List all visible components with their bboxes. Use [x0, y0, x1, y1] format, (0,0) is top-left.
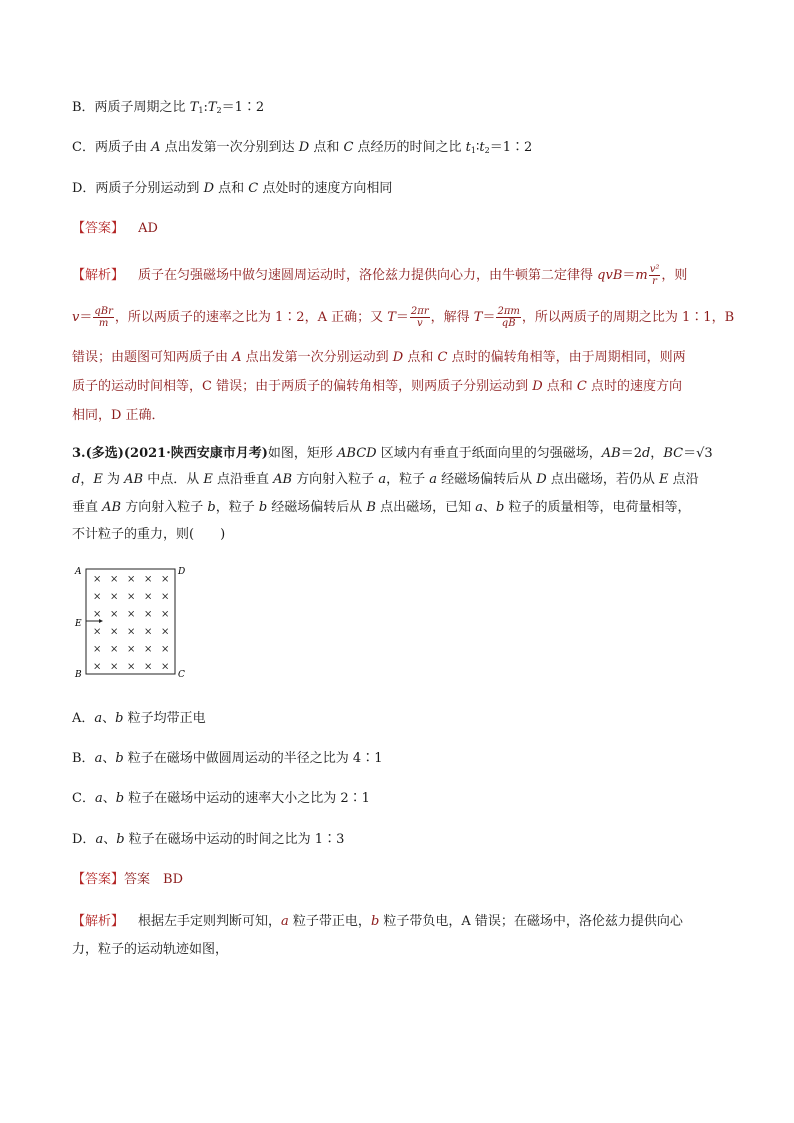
q3-stem-line-1: 3.(多选)(2021·陕西安康市月考)如图，矩形 ABCD 区域内有垂直于纸面向里的匀强磁场，AB＝2d，BC＝√3	[72, 446, 713, 461]
q2-answer	[72, 217, 158, 236]
q3-option-d: D．a、b 粒子在磁场中运动的时间之比为 1∶3	[72, 832, 345, 847]
field-cross: ×	[144, 644, 153, 655]
q2-option-b: B．两质子周期之比 $T_1:T_2=1∶2$	[72, 100, 265, 115]
answer-prefix: 答案	[124, 872, 164, 887]
q3-stem-line-3: 垂直 AB 方向射入粒子 b，粒子 b 经磁场偏转后从 B 点出磁场，已知 a、b 粒子的质量相等，电荷量相等，	[72, 500, 691, 515]
fraction: $\frac{2\pi m}{qB}$	[497, 306, 520, 329]
field-cross: ×	[161, 626, 170, 638]
field-cross: ×	[161, 661, 170, 673]
field-cross: ×	[161, 591, 170, 603]
q2-analysis-line-4: 质子的运动时间相等，C 错误；由于两质子的偏转角相等，则两质子分别运动到 D 点和 C 点时的速度方向	[72, 379, 683, 394]
analysis-tag: 【解析】	[72, 268, 125, 283]
fraction: $\frac{2\pi r}{v}$	[410, 306, 429, 329]
q3-option-a: A．a、b 粒子均带正电	[72, 711, 206, 726]
field-crosses	[93, 574, 169, 673]
q3-answer	[72, 868, 183, 887]
label-D: D	[178, 567, 186, 577]
field-cross: ×	[110, 609, 119, 620]
field-cross: ×	[93, 609, 102, 620]
field-cross: ×	[93, 574, 102, 585]
q2-analysis-line-1: 【解析】 质子在匀强磁场中做匀速圆周运动时，洛伦兹力提供向心力，由牛顿第二定律得 qvB＝m $\frac{\text{v²}}{r}$ ，则	[72, 264, 688, 287]
field-cross: ×	[110, 591, 119, 603]
field-cross: ×	[110, 626, 119, 638]
field-cross: ×	[93, 644, 102, 655]
field-cross: ×	[144, 574, 153, 585]
q2-option-d: D．两质子分别运动到 D 点和 C 点处时的速度方向相同	[72, 181, 393, 196]
magnetic-field-figure	[72, 563, 192, 683]
field-cross: ×	[127, 661, 136, 673]
field-cross: ×	[127, 626, 136, 638]
answer-tag: 【答案】	[72, 872, 125, 887]
q2-analysis-line-5: 相同，D 正确．	[72, 408, 165, 423]
field-cross: ×	[127, 609, 136, 620]
field-cross: ×	[93, 661, 102, 673]
answer-tag: 【答案】	[72, 221, 125, 236]
question-number: 3.	[72, 446, 86, 461]
q3-option-c: C．a、b 粒子在磁场中运动的速率大小之比为 2∶1	[72, 791, 370, 806]
fraction: $\frac{\text{qBr}}{m}$	[94, 306, 113, 329]
answer-value: BD	[163, 872, 184, 887]
field-cross: ×	[110, 644, 119, 655]
q3-stem-line-4: 不计粒子的重力，则( )	[72, 527, 226, 542]
label-E: E	[75, 619, 82, 629]
label-B: B	[75, 670, 82, 680]
field-cross: ×	[93, 626, 102, 638]
field-cross: ×	[144, 591, 153, 603]
q2-option-c: C．两质子由 A 点出发第一次分别到达 D 点和 C 点经历的时间之比 $t_1∶t_2=1∶2$	[72, 140, 533, 155]
q2-analysis-line-3: 错误；由题图可知两质子由 A 点出发第一次分别运动到 D 点和 C 点时的偏转角相等，由于周期相同，则两	[72, 350, 686, 365]
fraction: $\frac{\text{v²}}{r}$	[649, 264, 660, 287]
field-cross: ×	[127, 574, 136, 585]
label-C: C	[178, 670, 185, 680]
q2-analysis-line-2: v＝ $\frac{\text{qBr}}{m}$ ，所以两质子的速率之比为 1∶2，A 正确；又 T＝ $\frac{2\pi r}{v}$ ，解得 T＝ $\frac{2\pi m}{qB}$ ，所以两质子的周期之比为 1∶1，B	[72, 306, 735, 329]
field-cross: ×	[110, 574, 119, 585]
field-cross: ×	[161, 644, 170, 655]
analysis-tag: 【解析】	[72, 914, 125, 929]
q3-option-b: B．a、b 粒子在磁场中做圆周运动的半径之比为 4∶1	[72, 751, 383, 766]
field-cross: ×	[110, 661, 119, 673]
question-source: (多选)(2021·陕西安康市月考)	[85, 446, 268, 461]
label-A: A	[75, 567, 82, 577]
field-cross: ×	[127, 644, 136, 655]
field-cross: ×	[144, 626, 153, 638]
field-cross: ×	[93, 591, 102, 603]
q3-analysis-line-1: 【解析】 根据左手定则判断可知，a 粒子带正电，b 粒子带负电，A 错误；在磁场中，洛伦兹力提供向心	[72, 914, 683, 929]
q3-stem-line-2: d，E 为 AB 中点．从 E 点沿垂直 AB 方向射入粒子 a，粒子 a 经磁场偏转后从 D 点出磁场，若仍从 E 点沿	[72, 472, 699, 487]
field-cross: ×	[161, 609, 170, 620]
answer-value: AD	[138, 221, 158, 236]
field-cross: ×	[144, 661, 153, 673]
field-cross: ×	[127, 591, 136, 603]
field-cross: ×	[144, 609, 153, 620]
q3-analysis-line-2: 力，粒子的运动轨迹如图，	[72, 942, 229, 957]
field-cross: ×	[161, 574, 170, 585]
